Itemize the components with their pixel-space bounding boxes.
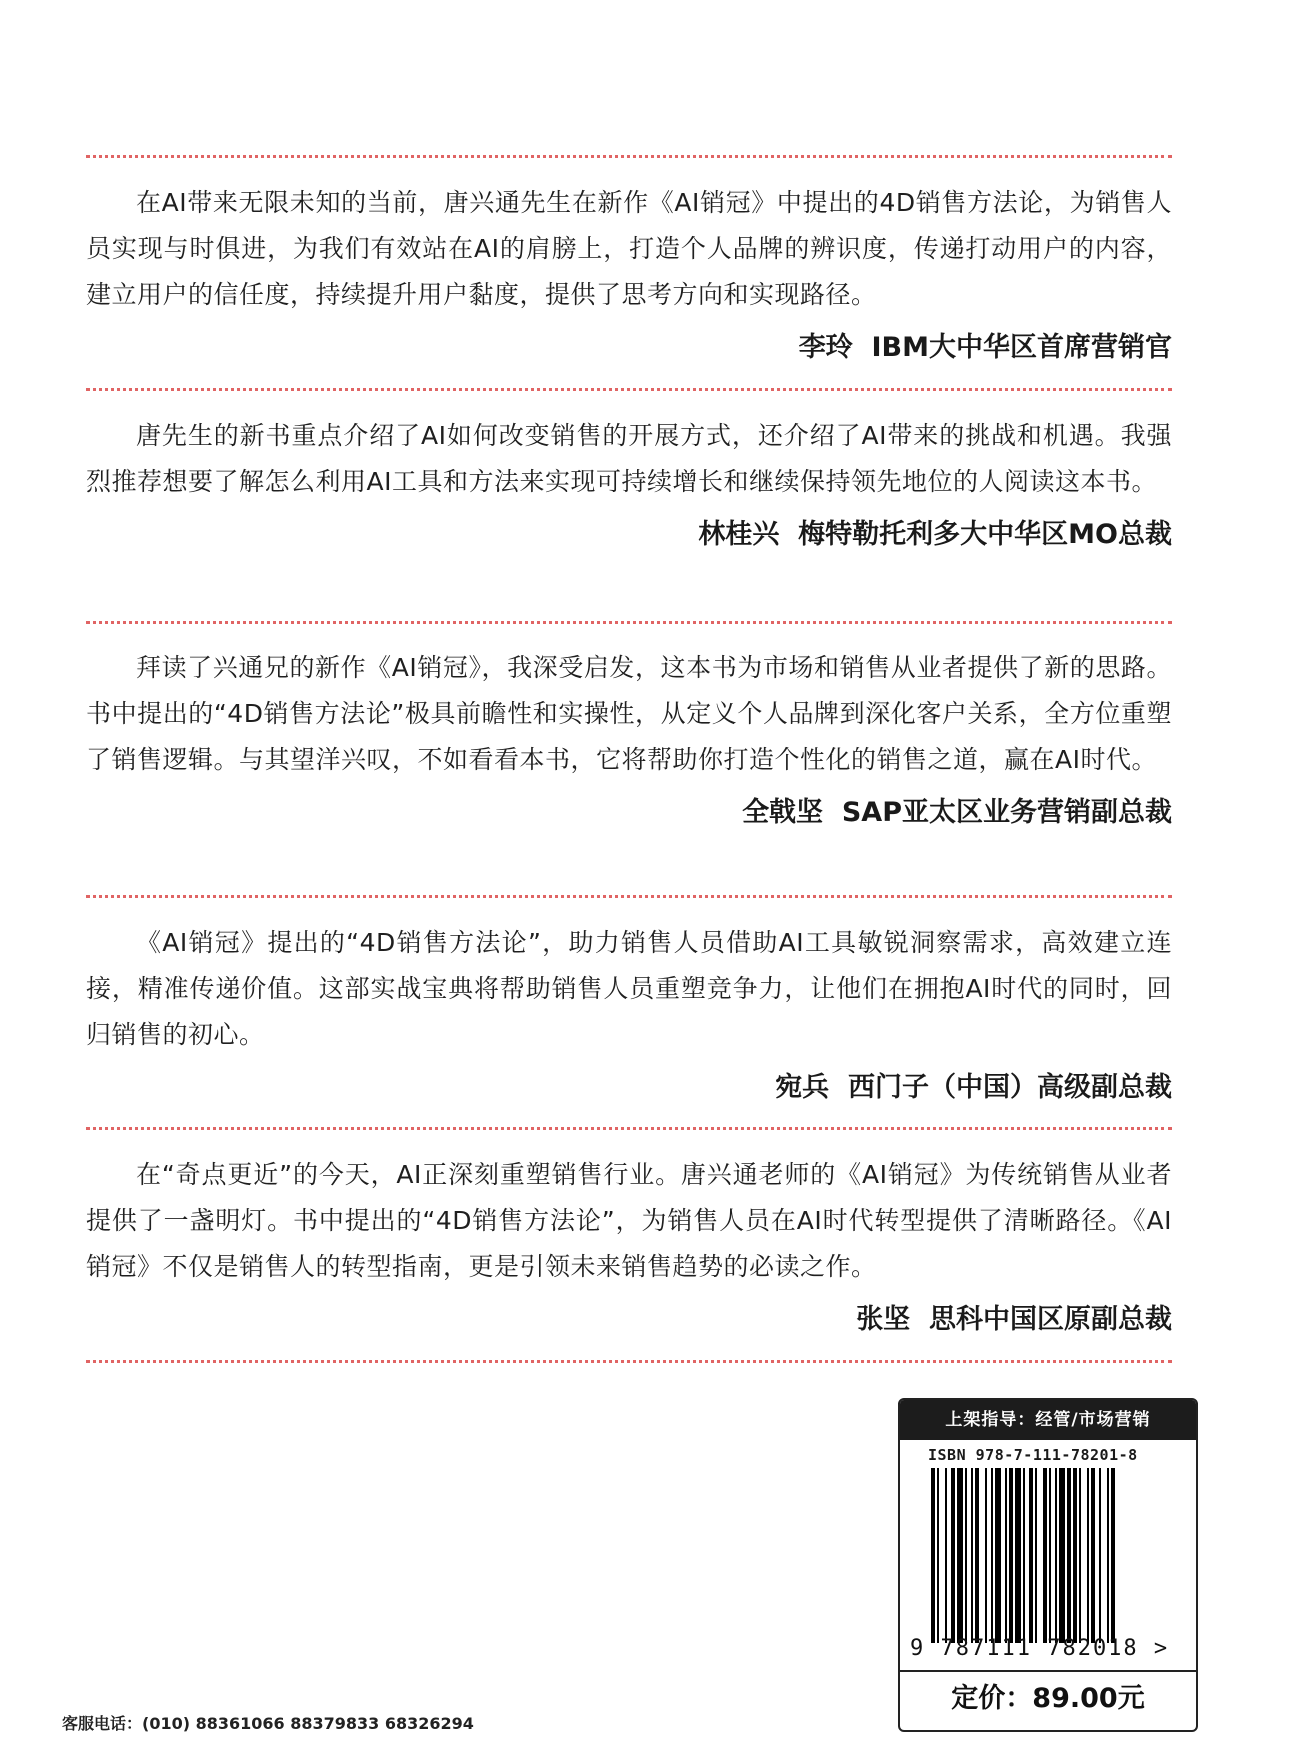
divider	[86, 1127, 1172, 1130]
isbn-price-box	[898, 1398, 1198, 1732]
price: 定价：89.00元	[951, 1683, 1145, 1714]
customer-service-phone: 客服电话：(010) 88361066 88379833 68326294	[62, 1714, 474, 1733]
endorsement-1	[86, 180, 1172, 368]
divider	[86, 621, 1172, 624]
endorsement-attribution: 张坚 思科中国区原副总裁	[856, 1304, 1172, 1335]
isbn-number: ISBN 978-7-111-78201-8	[928, 1446, 1138, 1464]
barcode-digits: 9 787111 782018 >	[910, 1636, 1170, 1661]
price-divider	[900, 1670, 1196, 1672]
endorsement-attribution: 林桂兴 梅特勒托利多大中华区MO总裁	[698, 519, 1172, 550]
endorsement-text: 《AI销冠》提出的“4D销售方法论”，助力销售人员借助AI工具敏锐洞察需求，高效建立连接，精准传递价值。这部实战宝典将帮助销售人员重塑竞争力，让他们在拥抱AI时代的同时，回归销售的初心。	[86, 928, 1172, 1049]
divider	[86, 1360, 1172, 1363]
divider	[86, 895, 1172, 898]
divider	[86, 155, 1172, 158]
endorsement-text: 唐先生的新书重点介绍了AI如何改变销售的开展方式，还介绍了AI带来的挑战和机遇。我强烈推荐想要了解怎么利用AI工具和方法来实现可持续增长和继续保持领先地位的人阅读这本书。	[86, 421, 1172, 496]
barcode-icon	[931, 1468, 1167, 1643]
endorsement-text: 拜读了兴通兄的新作《AI销冠》，我深受启发，这本书为市场和销售从业者提供了新的思路。书中提出的“4D销售方法论”极具前瞻性和实操性，从定义个人品牌到深化客户关系，全方位重塑了销售逻辑。与其望洋兴叹，不如看看本书，它将帮助你打造个性化的销售之道，赢在AI时代。	[86, 653, 1172, 774]
endorsement-attribution: 宛兵 西门子（中国）高级副总裁	[775, 1072, 1172, 1103]
endorsement-2	[86, 413, 1172, 555]
shelf-guidance: 上架指导：经管/市场营销	[900, 1400, 1196, 1440]
divider	[86, 388, 1172, 391]
endorsement-attribution: 李玲 IBM大中华区首席营销官	[798, 332, 1172, 363]
endorsement-5	[86, 1152, 1172, 1340]
endorsement-text: 在AI带来无限未知的当前，唐兴通先生在新作《AI销冠》中提出的4D销售方法论，为销售人员实现与时俱进，为我们有效站在AI的肩膀上，打造个人品牌的辨识度，传递打动用户的内容，建立用户的信任度，持续提升用户黏度，提供了思考方向和实现路径。	[86, 188, 1172, 309]
endorsement-4	[86, 920, 1172, 1108]
endorsement-3	[86, 645, 1172, 833]
endorsement-attribution: 全戟坚 SAP亚太区业务营销副总裁	[742, 797, 1172, 828]
endorsement-text: 在“奇点更近”的今天，AI正深刻重塑销售行业。唐兴通老师的《AI销冠》为传统销售从业者提供了一盏明灯。书中提出的“4D销售方法论”，为销售人员在AI时代转型提供了清晰路径。《AI销冠》不仅是销售人的转型指南，更是引领未来销售趋势的必读之作。	[86, 1160, 1172, 1281]
